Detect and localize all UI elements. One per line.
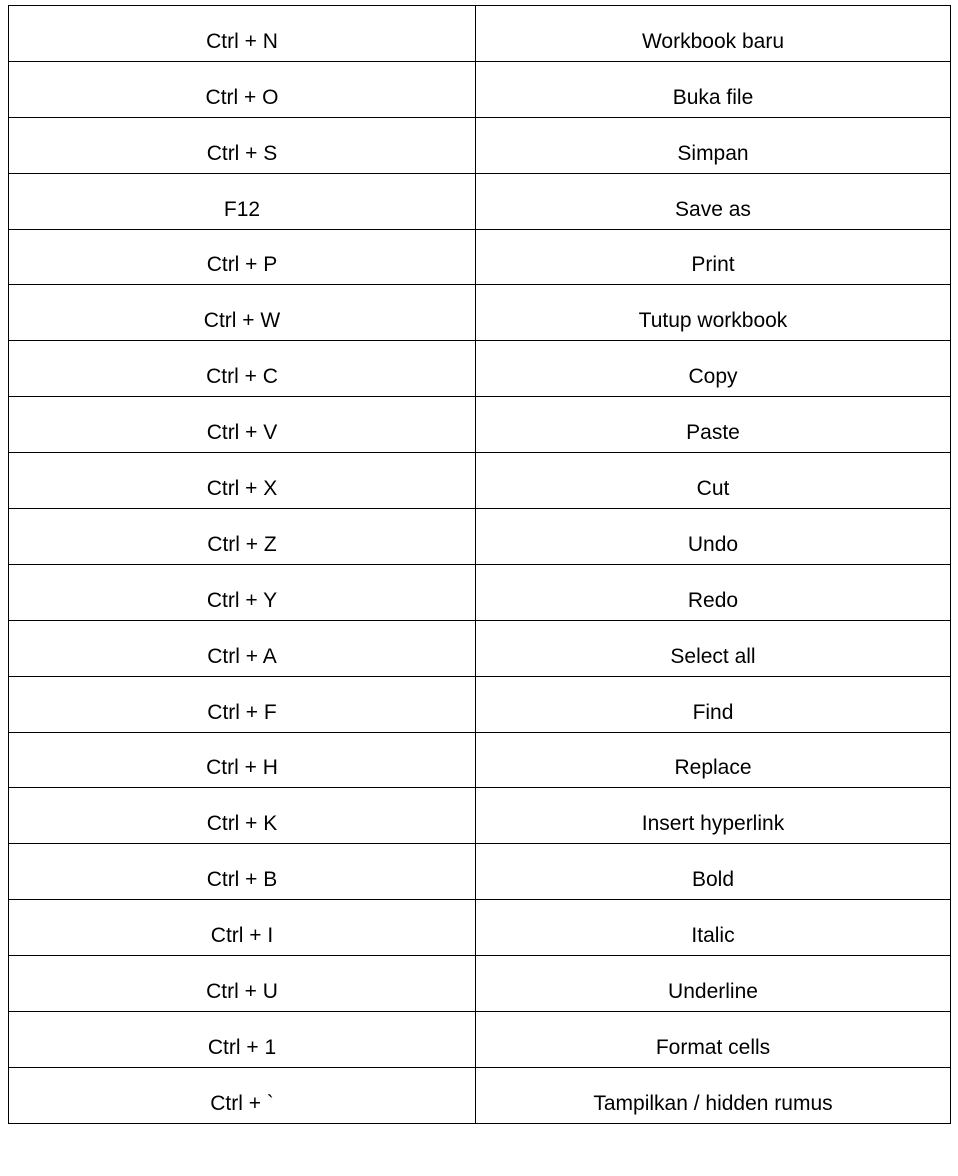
description-cell (476, 564, 951, 620)
description-cell (476, 173, 951, 229)
shortcut-table-body (9, 6, 951, 1124)
shortcut-key: Ctrl + F (207, 700, 277, 724)
shortcut-description: Simpan (677, 141, 749, 165)
shortcut-cell (9, 620, 476, 676)
description-cell (476, 956, 951, 1012)
table-row (9, 676, 951, 732)
shortcut-description: Buka file (672, 85, 754, 109)
shortcut-cell (9, 1067, 476, 1123)
shortcut-cell (9, 397, 476, 453)
table-row (9, 956, 951, 1012)
shortcut-key: Ctrl + S (206, 141, 278, 165)
shortcut-description: Paste (686, 421, 740, 445)
description-cell (476, 341, 951, 397)
shortcut-cell (9, 732, 476, 788)
shortcut-key: Ctrl + B (206, 868, 278, 892)
description-cell (476, 1067, 951, 1123)
shortcut-key: Ctrl + Y (206, 588, 278, 612)
shortcut-description: Workbook baru (641, 29, 785, 53)
description-cell (476, 229, 951, 285)
shortcut-cell (9, 173, 476, 229)
table-row (9, 285, 951, 341)
table-row (9, 732, 951, 788)
shortcut-cell (9, 341, 476, 397)
shortcut-description: Bold (691, 868, 735, 892)
table-row (9, 1012, 951, 1068)
shortcut-cell (9, 285, 476, 341)
description-cell (476, 676, 951, 732)
shortcut-key: Ctrl + 1 (207, 1035, 277, 1059)
description-cell (476, 620, 951, 676)
shortcut-description: Format cells (655, 1035, 771, 1059)
shortcut-description: Cut (696, 477, 730, 501)
shortcut-cell (9, 117, 476, 173)
table-row (9, 900, 951, 956)
shortcut-key: Ctrl + P (206, 253, 278, 277)
description-cell (476, 732, 951, 788)
table-row (9, 788, 951, 844)
shortcut-description: Tutup workbook (638, 309, 788, 333)
shortcut-key: Ctrl + X (206, 477, 278, 501)
description-cell (476, 6, 951, 62)
shortcut-description: Find (692, 700, 734, 724)
description-cell (476, 397, 951, 453)
shortcut-cell (9, 788, 476, 844)
shortcut-cell (9, 1012, 476, 1068)
table-row (9, 229, 951, 285)
shortcut-description: Print (691, 253, 735, 277)
description-cell (476, 453, 951, 509)
table-row (9, 453, 951, 509)
shortcut-key: Ctrl + K (206, 812, 278, 836)
shortcut-key: Ctrl + U (206, 980, 278, 1004)
shortcut-description: Select all (670, 644, 756, 668)
shortcut-cell (9, 956, 476, 1012)
table-row (9, 1067, 951, 1123)
shortcut-description: Italic (691, 924, 735, 948)
shortcut-key: Ctrl + V (206, 421, 278, 445)
shortcut-cell (9, 844, 476, 900)
table-row (9, 173, 951, 229)
table-row (9, 564, 951, 620)
shortcut-key: Ctrl + I (210, 924, 274, 948)
shortcut-description: Tampilkan / hidden rumus (593, 1091, 833, 1115)
table-row (9, 61, 951, 117)
shortcut-cell (9, 61, 476, 117)
shortcut-key: Ctrl + H (206, 756, 278, 780)
shortcut-key: F12 (223, 197, 261, 221)
shortcut-description: Underline (668, 980, 758, 1004)
table-row (9, 341, 951, 397)
description-cell (476, 900, 951, 956)
description-cell (476, 844, 951, 900)
description-cell (476, 61, 951, 117)
shortcut-description: Replace (674, 756, 752, 780)
shortcut-key: Ctrl + ` (210, 1091, 274, 1115)
shortcut-description: Undo (687, 532, 739, 556)
shortcut-cell (9, 900, 476, 956)
shortcut-key: Ctrl + C (206, 365, 278, 389)
description-cell (476, 117, 951, 173)
shortcut-key: Ctrl + Z (207, 532, 277, 556)
shortcut-cell (9, 564, 476, 620)
shortcut-table (8, 5, 951, 1124)
table-row (9, 6, 951, 62)
description-cell (476, 509, 951, 565)
shortcut-description: Redo (687, 588, 739, 612)
shortcut-cell (9, 229, 476, 285)
shortcut-key: Ctrl + W (203, 309, 281, 333)
table-row (9, 117, 951, 173)
shortcut-description: Copy (688, 365, 738, 389)
table-row (9, 620, 951, 676)
shortcut-cell (9, 676, 476, 732)
description-cell (476, 788, 951, 844)
shortcut-cell (9, 509, 476, 565)
table-row (9, 397, 951, 453)
shortcut-description: Insert hyperlink (641, 812, 785, 836)
shortcut-description: Save as (675, 197, 751, 221)
table-row (9, 844, 951, 900)
description-cell (476, 1012, 951, 1068)
shortcut-cell (9, 6, 476, 62)
shortcut-key: Ctrl + O (205, 85, 279, 109)
description-cell (476, 285, 951, 341)
shortcut-key: Ctrl + A (207, 644, 277, 668)
shortcut-cell (9, 453, 476, 509)
table-row (9, 509, 951, 565)
shortcut-key: Ctrl + N (206, 29, 278, 53)
